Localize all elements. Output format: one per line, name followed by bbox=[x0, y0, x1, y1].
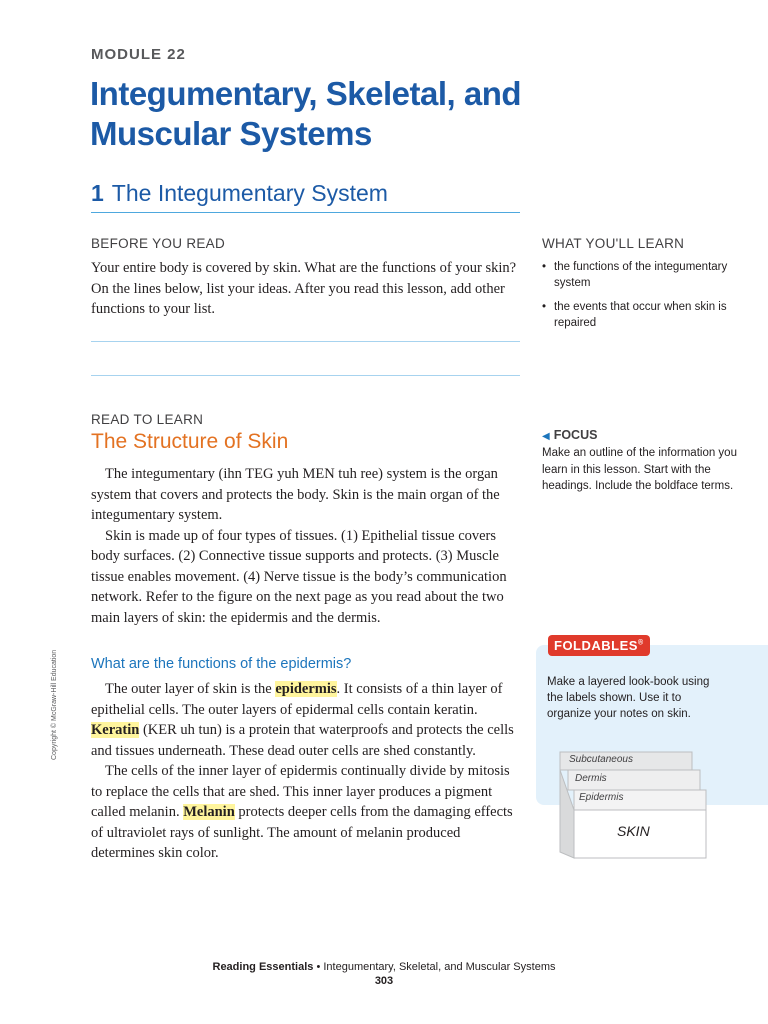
before-you-read-text: Your entire body is covered by skin. What are the functions of your skin? On the lines below, list your ideas. After you read this lesson, add other functions to your list. bbox=[91, 260, 517, 317]
registered-mark: ® bbox=[637, 639, 644, 647]
read-to-learn-heading: READ TO LEARN bbox=[91, 412, 204, 427]
what-youll-learn-list bbox=[542, 259, 732, 339]
module-label: MODULE 22 bbox=[91, 46, 186, 63]
paragraph: Skin is made up of four types of tissues. (1) Epithelial tissue covers body surfaces. (2) Connective tissue supports and protects. (3) Muscle tissue enables movement. (4) Nerve tissue is the body’s communication network. Refer to the figure on the next page as you read about the two main layers of skin: the epidermis and the dermis. bbox=[91, 527, 507, 626]
page-number: 303 bbox=[374, 975, 394, 987]
focus-text: Make an outline of the information you learn in this lesson. Start with the headings. Include the boldface terms. bbox=[542, 447, 737, 492]
tab-label-dermis: Dermis bbox=[575, 773, 607, 784]
lesson-heading bbox=[91, 180, 388, 207]
list-item: • the events that occur when skin is repaired bbox=[542, 299, 732, 331]
text-run: protects deeper cells from the damaging effects of ultraviolet rays of sunlight. The amount of melanin produced determines skin color. bbox=[91, 804, 513, 861]
body-text-intro bbox=[91, 464, 521, 628]
logo-text: FOLDABLES bbox=[554, 638, 638, 653]
paragraph bbox=[91, 679, 521, 761]
lesson-number: 1 bbox=[91, 180, 104, 206]
foldables-text: Make a layered look-book using the labels shown. Use it to organize your notes on skin. bbox=[547, 676, 710, 720]
tab-label-epidermis: Epidermis bbox=[579, 792, 624, 803]
term-keratin: Keratin bbox=[91, 722, 140, 738]
write-line-2[interactable] bbox=[91, 375, 520, 376]
tab-label-subcutaneous: Subcutaneous bbox=[569, 754, 633, 765]
body-text-epidermis bbox=[91, 679, 521, 864]
lesson-title: The Integumentary System bbox=[111, 180, 388, 206]
paragraph bbox=[91, 761, 521, 864]
list-item: • the functions of the integumentary system bbox=[542, 259, 732, 291]
copyright-text: Copyright © McGraw-Hill Education bbox=[51, 649, 58, 760]
lesson-divider bbox=[91, 212, 520, 213]
foldables-logo bbox=[548, 635, 650, 656]
term-melanin: Melanin bbox=[183, 804, 235, 820]
before-you-read-heading: BEFORE YOU READ bbox=[91, 236, 226, 251]
text-run: The cells of the inner layer of epidermis continually divide by mitosis to replace the cells that are shed. This inner layer produces a pigment called melanin. bbox=[91, 763, 510, 820]
text-run: (KER uh tun) is a protein that waterproofs and protects the cells and tissues underneath. These dead outer cells are shed constantly. bbox=[91, 722, 514, 759]
text-run: . It consists of a thin layer of epithelial cells. The outer layers of epidermal cells contain keratin. bbox=[91, 681, 503, 718]
what-youll-learn-heading: WHAT YOU'LL LEARN bbox=[542, 236, 685, 251]
write-line-1[interactable] bbox=[91, 341, 520, 342]
focus-label: FOCUS bbox=[553, 428, 598, 442]
term-epidermis: epidermis bbox=[275, 681, 337, 697]
paragraph: The integumentary (ihn TEG yuh MEN tuh ree) system is the organ system that covers and protects the body. Skin is the main organ of the integumentary system. bbox=[91, 466, 500, 523]
section-title: The Structure of Skin bbox=[91, 430, 289, 453]
cover-label-skin: SKIN bbox=[617, 823, 650, 839]
page-title: Integumentary, Skeletal, and Muscular Systems bbox=[90, 75, 522, 152]
question-heading: What are the functions of the epidermis? bbox=[91, 656, 352, 672]
page-footer bbox=[0, 961, 768, 973]
triangle-left-icon: ◀ bbox=[542, 431, 550, 442]
footer-brand: Reading Essentials bbox=[212, 961, 314, 973]
focus-heading bbox=[542, 428, 597, 442]
text-run: The outer layer of skin is the bbox=[105, 681, 276, 697]
footer-separator: • bbox=[316, 961, 321, 973]
footer-title: Integumentary, Skeletal, and Muscular Systems bbox=[323, 961, 556, 973]
